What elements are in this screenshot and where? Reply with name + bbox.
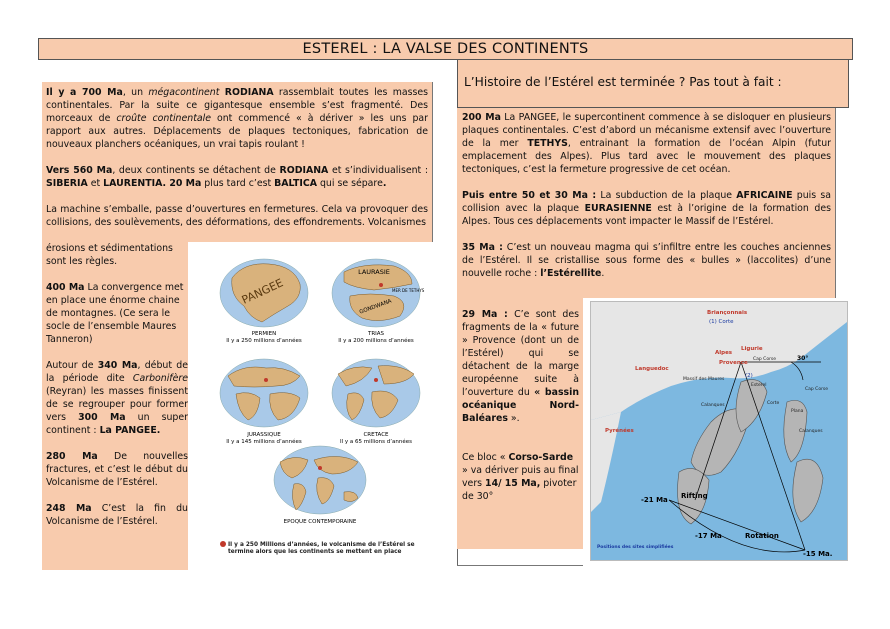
paragraph-corso-sarde: Ce bloc « Corso-Sarde » va dériver puis au final vers 14/ 15 Ma, pivoter de 30° [462, 452, 579, 502]
paragraph-rodiana: Il y a 700 Ma, un mégacontinent RODIANA rassemblait toutes les masses continentales. Par la suite ce gigantesque ensemble s’est fragmenté. Des morceaux de croûte continentale ont commencé « à dériver » les uns par rapport aux autres. Déplacements de plaques tectoniques, fabrication de nouveaux planchers océaniques, un vrai tapis roulant ! [46, 87, 429, 150]
globe-age: Il y a 200 millions d’années [338, 338, 414, 344]
right-column-block [457, 298, 583, 549]
map-label: Massif des Maures [683, 377, 725, 382]
map-label: Esterel [751, 383, 767, 388]
globe-name: PANGEE [239, 276, 286, 307]
map-label: Pyrénées [605, 428, 634, 434]
globe-name: LAURASIE [358, 268, 390, 276]
svg-text:Il y a 250 Millions d’années,: Il y a 250 Millions d’années, le volcanisme de l’Estérel se [228, 542, 415, 548]
map-label: (1) Corte [709, 319, 734, 325]
globe-trias [332, 259, 425, 344]
corso-sarde-map [590, 301, 848, 561]
right-history-block [457, 108, 835, 298]
globe-contemporaine [274, 446, 366, 525]
globe-jurassique [220, 359, 308, 445]
globe-period: CRETACE [363, 432, 389, 438]
globe-age: Il y a 145 millions d’années [226, 439, 302, 445]
map-label: Cap Corse [805, 387, 829, 392]
paragraph-560ma: Vers 560 Ma, deux continents se détachent de RODIANA et s’individualisent : SIBERIA et LAURENTIA. 20 Ma plus tard c’est BALTICA qui se sépare. [46, 165, 428, 189]
map-label: 30° [797, 355, 809, 362]
map-legend: Positions des sites simplifiées [597, 545, 674, 550]
map-label: -15 Ma. [803, 550, 833, 558]
right-heading: L’Histoire de l’Estérel est terminée ? Pas tout à fait : [457, 59, 849, 108]
globe-period: PERMIEN [251, 331, 277, 337]
globe-period: EPOQUE CONTEMPORAINE [283, 519, 357, 525]
paragraph-35ma: 35 Ma : C’est un nouveau magma qui s’infiltre entre les couches anciennes de l’Estérel. Il se cristallise sous forme des « bulles » (laccolites) d’une nouvelle roche : l’Estérellite. [462, 242, 831, 279]
map-label: Alpes [715, 350, 733, 356]
globe-sea: MER DE TETHYS [392, 288, 425, 293]
left-column-block [42, 242, 188, 570]
divider [457, 565, 583, 566]
globe-cretace [332, 359, 420, 445]
paragraph-50-30ma: Puis entre 50 et 30 Ma : La subduction de la plaque AFRICAINE puis sa collision avec la plaque EURASIENNE est à l’origine de la formation des Alpes. Tous ces déplacements vont impacter le Massif de l’Estérel. [462, 190, 831, 227]
paragraph-400ma: 400 Ma La convergence met en place une énorme chaine de montagnes. (Ce sera le socle de l’ensemble Maures Tanneron) [46, 282, 184, 345]
map-label: -21 Ma [641, 496, 668, 504]
globe-period: TRIAS [367, 331, 385, 337]
paragraph-erosion: érosions et sédimentations sont les règles. [46, 243, 173, 267]
globe-age: Il y a 250 millions d’années [226, 338, 302, 344]
map-label: Rifting [681, 492, 708, 500]
globe-gondwana: GONDWANA [358, 298, 393, 316]
map-label: (2) [745, 373, 753, 379]
map-label: Rotation [745, 532, 779, 540]
globe-permien [220, 259, 308, 344]
map-label: Provence [719, 360, 748, 366]
paragraph-280ma: 280 Ma De nouvelles fractures, et c’est le début du Volcanisme de l’Estérel. [46, 451, 188, 488]
figure-caption [220, 541, 415, 555]
page-title: ESTEREL : LA VALSE DES CONTINENTS [38, 38, 853, 60]
map-label: Ligurie [741, 346, 763, 352]
map-label: Briançonnais [707, 310, 748, 316]
paragraph-machine: La machine s’emballe, passe d’ouvertures en fermetures. Cela va provoquer des collisions, des soulèvements, des déformations, des effondrements. Volcanismes [46, 204, 428, 228]
globe-period: JURASSIQUE [247, 432, 281, 438]
globe-age: Il y a 65 millions d’années [340, 439, 412, 445]
map-label: Corte [767, 401, 780, 406]
map-label: -17 Ma [695, 532, 722, 540]
paragraph-200ma: 200 Ma La PANGEE, le supercontinent commence à se disloquer en plusieurs plaques continentales. C’est d’abord un mécanisme extensif avec l’ouverture de la mer TETHYS, entrainant la formation de l’océan Alpin (futur emplacement des Alpes). Plus tard avec le mouvement des plaques tectoniques, c’est la fermeture progressive de cet océan. [462, 112, 832, 175]
continents-figure [214, 248, 438, 566]
map-label: Calanques [701, 403, 725, 408]
svg-text:termine alors que les contine: termine alors que les continents se mettent en place [228, 549, 402, 555]
map-label: Languedoc [635, 366, 669, 372]
left-intro-block [42, 82, 432, 242]
paragraph-29ma: 29 Ma : C’e sont des fragments de la « future » Provence (dont un de l’Estérel) qui se détachent de la marge européenne suite à l’ouverture du « bassin océanique Nord-Baléares ». [462, 309, 580, 424]
paragraph-340ma: Autour de 340 Ma, début de la période dite Carbonifère (Reyran) les masses finissent de se regrouper pour former vers 300 Ma un super continent : La PANGEE. [46, 360, 188, 436]
map-label: Calanques [799, 429, 823, 434]
paragraph-248ma: 248 Ma C’est la fin du Volcanisme de l’Estérel. [46, 503, 188, 527]
map-label: Cap Corse [753, 357, 777, 362]
divider [835, 108, 836, 298]
divider [432, 82, 433, 242]
map-label: Plana [791, 409, 804, 414]
